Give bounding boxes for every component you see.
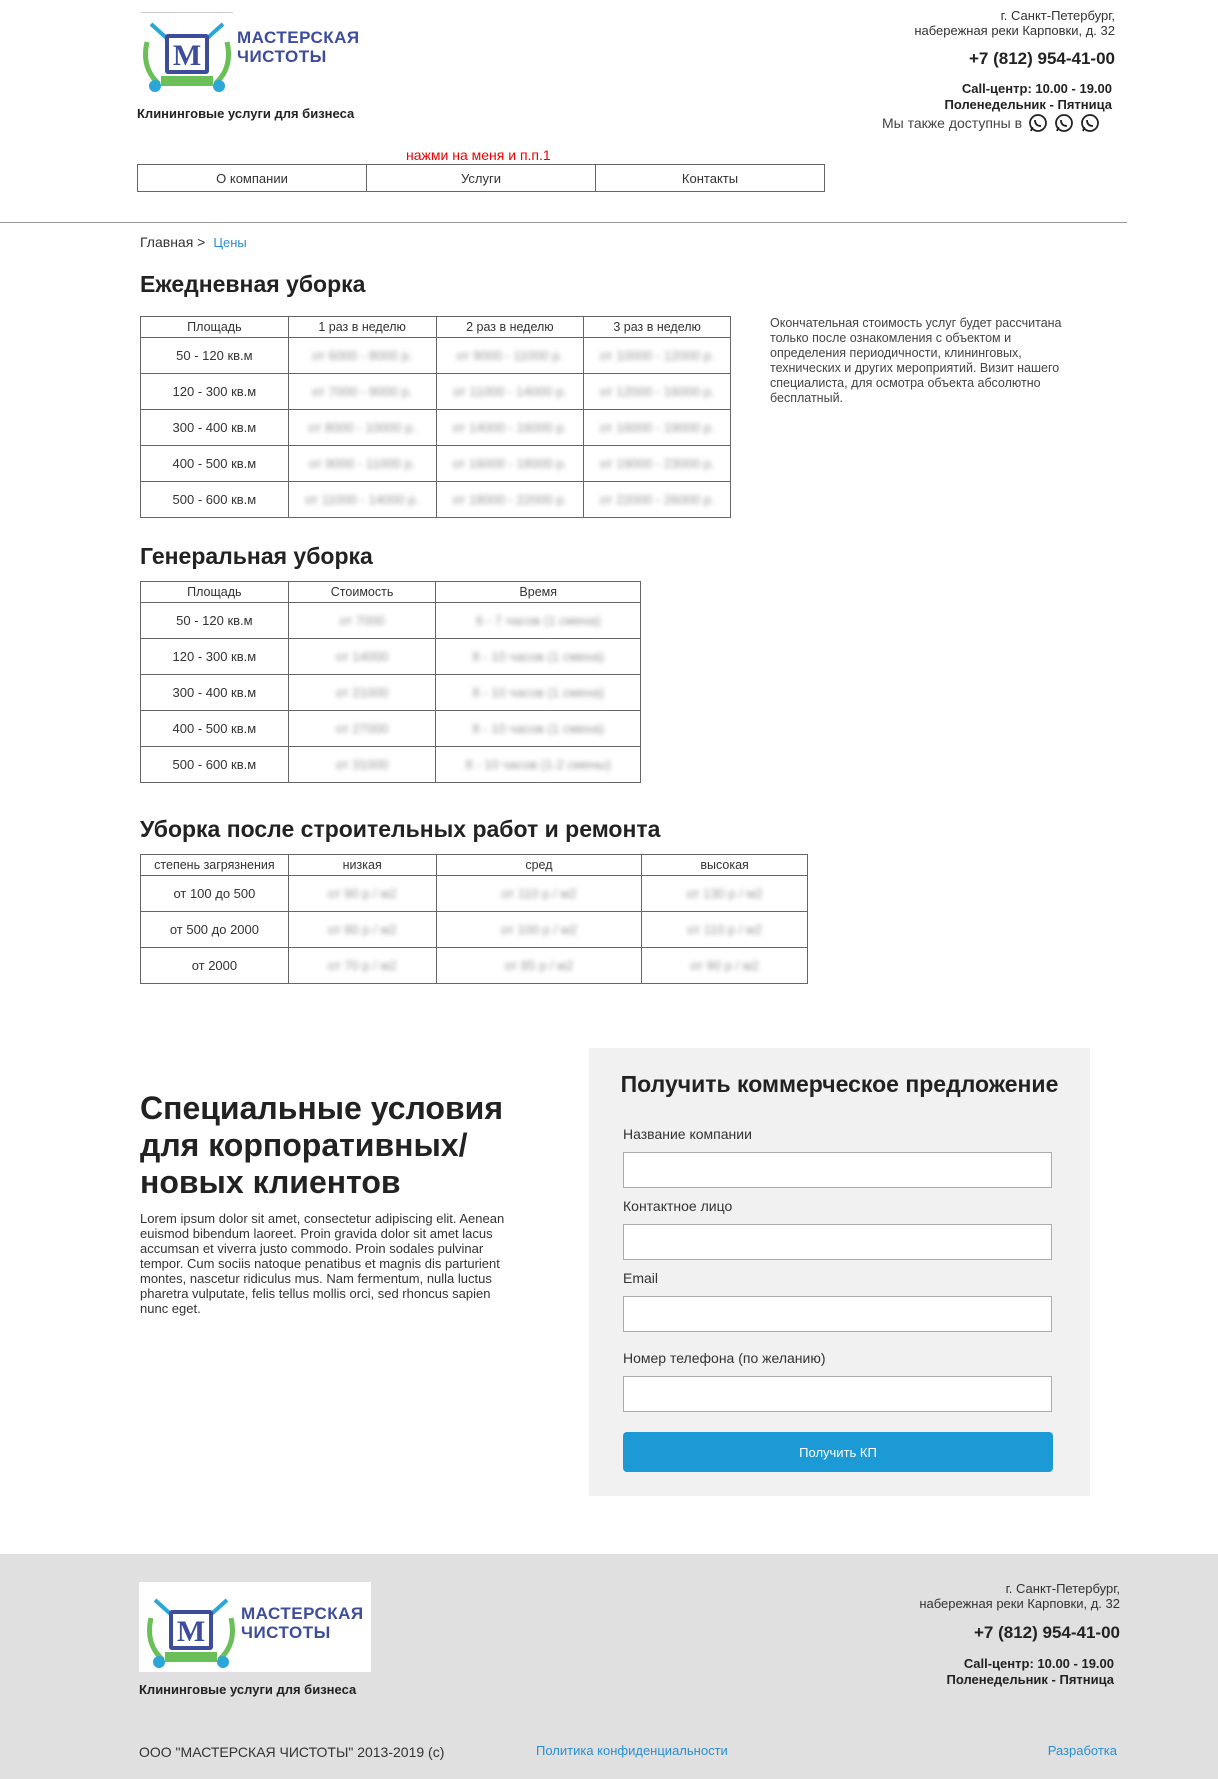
breadcrumb-current[interactable]: Цены [213,235,247,250]
price-cell: от 7000 - 9000 р. [288,374,436,410]
address-line1: г. Санкт-Петербург, [1000,8,1115,23]
level-cell: от 500 до 2000 [141,912,289,948]
table-row [141,711,641,747]
time-cell: 6 - 7 часов (1 смена) [436,603,641,639]
daily-price-table [140,316,731,518]
table-row [141,912,808,948]
price-cell: от 85 р / м2 [436,948,642,984]
logo-text [237,28,360,66]
logo-emblem-icon [145,1588,237,1670]
price-cell: от 6000 - 8000 р. [288,338,436,374]
repair-title: Уборка после строительных работ и ремонта [140,816,661,842]
area-cell: 50 - 120 кв.м [141,603,289,639]
table-row [141,639,641,675]
table-row [141,603,641,639]
price-cell: от 16000 - 19000 р. [584,410,731,446]
column-header: Время [436,582,641,603]
column-header: Площадь [141,317,289,338]
column-header: Площадь [141,582,289,603]
footer-tagline: Клининговые услуги для бизнеса [139,1682,357,1697]
price-cell: от 11000 - 14000 р. [436,374,584,410]
hint-text: нажми на меня и п.п.1 [406,147,551,163]
column-header: 1 раз в неделю [288,317,436,338]
copyright: ООО "МАСТЕРСКАЯ ЧИСТОТЫ" 2013-2019 (c) [139,1744,445,1760]
table-row [141,876,808,912]
contact-input[interactable] [623,1224,1052,1260]
nav-about[interactable]: О компании [138,165,367,191]
column-header: сред [436,855,642,876]
table-row [141,374,731,410]
tagline: Клининговые услуги для бизнеса [137,106,355,121]
privacy-link[interactable]: Политика конфиденциальности [536,1743,728,1758]
area-cell: 400 - 500 кв.м [141,711,289,747]
phone-label: Номер телефона (по желанию) [623,1350,826,1366]
table-header-row [141,582,641,603]
footer-phone[interactable]: +7 (812) 954-41-00 [973,1623,1120,1642]
price-cell: от 110 р / м2 [642,912,808,948]
breadcrumb [140,234,247,250]
column-header: степень загрязнения [141,855,289,876]
logo-line2: ЧИСТОТЫ [237,47,327,66]
callcenter-hours: Call-центр: 10.00 - 19.00 [961,81,1112,96]
price-cell: от 110 р / м2 [436,876,642,912]
column-header: Стоимость [288,582,436,603]
price-cell: от 19000 - 23000 р. [584,446,731,482]
price-cell: от 27000 [288,711,436,747]
footer-logo[interactable] [139,1582,371,1672]
logo[interactable] [135,6,367,96]
email-input[interactable] [623,1296,1052,1332]
column-header: низкая [288,855,436,876]
area-cell: 50 - 120 кв.м [141,338,289,374]
table-row [141,675,641,711]
footer-hours [814,1656,1114,1688]
form-title: Получить коммерческое предложение [620,1071,1059,1097]
price-cell: от 31000 [288,747,436,783]
working-days: Поленедельник - Пятница [946,1672,1114,1687]
price-cell: от 21000 [288,675,436,711]
table-row [141,948,808,984]
nav-services[interactable]: Услуги [367,165,596,191]
submit-button[interactable]: Получить КП [623,1432,1053,1472]
company-label: Название компании [623,1126,752,1142]
footer [0,1554,1218,1779]
svg-text:M: M [176,1615,206,1648]
price-cell: от 90 р / м2 [288,876,436,912]
contact-label: Контактное лицо [623,1198,733,1214]
telegram-icon[interactable] [1080,113,1100,133]
special-title: Специальные условия для корпоративных/ новых клиентов [140,1090,503,1200]
table-row [141,482,731,518]
area-cell: 500 - 600 кв.м [141,747,289,783]
general-price-table [140,581,641,783]
price-note: Окончательная стоимость услуг будет рассчитана только после ознакомления с объектом и определения периодичности, клининговых, технических и других мероприятий. Визит нашего специалиста, для осмотра объекта абсолютно бесплатный. [770,316,1062,405]
level-cell: от 2000 [141,948,289,984]
area-cell: 120 - 300 кв.м [141,374,289,410]
logo-line1: МАСТЕРСКАЯ [241,1604,364,1623]
area-cell: 400 - 500 кв.м [141,446,289,482]
time-cell: 8 - 10 часов (1 смена) [436,639,641,675]
price-cell: от 9000 - 11000 р. [288,446,436,482]
header-phone[interactable]: +7 (812) 954-41-00 [968,49,1115,68]
price-cell: от 22000 - 26000 р. [584,482,731,518]
company-input[interactable] [623,1152,1052,1188]
phone-input[interactable] [623,1376,1052,1412]
price-cell: от 7000 [288,603,436,639]
price-cell: от 11000 - 14000 р. [288,482,436,518]
email-label: Email [623,1270,659,1286]
time-cell: 8 - 10 часов (1 смена) [436,675,641,711]
messengers [882,113,1100,133]
working-days: Поленедельник - Пятница [944,97,1112,112]
price-cell: от 70 р / м2 [288,948,436,984]
address-line1: г. Санкт-Петербург, [1005,1581,1120,1596]
price-cell: от 100 р / м2 [436,912,642,948]
price-cell: от 90 р / м2 [642,948,808,984]
logo-line2: ЧИСТОТЫ [241,1623,331,1642]
price-cell: от 14000 [288,639,436,675]
area-cell: 500 - 600 кв.м [141,482,289,518]
table-row [141,338,731,374]
column-header: высокая [642,855,808,876]
header-address [815,8,1115,38]
price-cell: от 14000 - 16000 р. [436,410,584,446]
reach-label: Мы также доступны в [882,115,1023,131]
price-cell: от 12000 - 16000 р. [584,374,731,410]
whatsapp-icon[interactable] [1028,113,1048,133]
price-cell: от 18000 - 22000 р. [436,482,584,518]
price-cell: от 80 р / м2 [288,912,436,948]
price-cell: от 9000 - 11000 р. [436,338,584,374]
callcenter-hours: Call-центр: 10.00 - 19.00 [963,1656,1114,1671]
repair-price-table [140,854,808,984]
viber-icon[interactable] [1054,113,1074,133]
time-cell: 8 - 10 часов (1-2 смены) [436,747,641,783]
area-cell: 300 - 400 кв.м [141,410,289,446]
developer-link[interactable]: Разработка [1047,1743,1117,1758]
nav-contacts[interactable]: Контакты [681,171,739,186]
main-nav [137,164,825,192]
price-cell: от 130 р / м2 [642,876,808,912]
column-header: 3 раз в неделю [584,317,731,338]
table-header-row [141,855,808,876]
price-cell: от 16000 - 18000 р. [436,446,584,482]
svg-text:M: M [172,39,202,72]
address-line2: набережная реки Карповки, д. 32 [914,23,1115,38]
area-cell: 300 - 400 кв.м [141,675,289,711]
special-text: Lorem ipsum dolor sit amet, consectetur adipiscing elit. Aenean euismod bibendum laoreet. Proin gravida dolor sit amet lacus accumsan et viverra justo commodo. Proin sodales pulvinar tempor. Cum sociis natoque penatibus et magnis dis parturient montes, nascetur ridiculus mus. Nam fermentum, nulla luctus pharetra vulputate, felis tellus mollis orci, sed rhoncus sapien nunc eget. [140,1211,505,1316]
table-header-row [141,317,731,338]
daily-title: Ежедневная уборка [140,271,366,297]
logo-text [241,1604,364,1642]
header-divider [0,222,1127,223]
header-hours [812,81,1112,113]
logo-emblem-icon [141,12,233,94]
table-row [141,446,731,482]
table-row [141,410,731,446]
footer-address [820,1581,1120,1611]
area-cell: 120 - 300 кв.м [141,639,289,675]
price-cell: от 10000 - 12000 р. [584,338,731,374]
time-cell: 8 - 10 часов (1 смена) [436,711,641,747]
price-cell: от 8000 - 10000 р. [288,410,436,446]
breadcrumb-home[interactable]: Главная > [140,234,206,250]
column-header: 2 раз в неделю [436,317,584,338]
table-row [141,747,641,783]
level-cell: от 100 до 500 [141,876,289,912]
address-line2: набережная реки Карповки, д. 32 [919,1596,1120,1611]
general-title: Генеральная уборка [140,543,373,569]
logo-line1: МАСТЕРСКАЯ [237,28,360,47]
offer-form [589,1048,1090,1496]
